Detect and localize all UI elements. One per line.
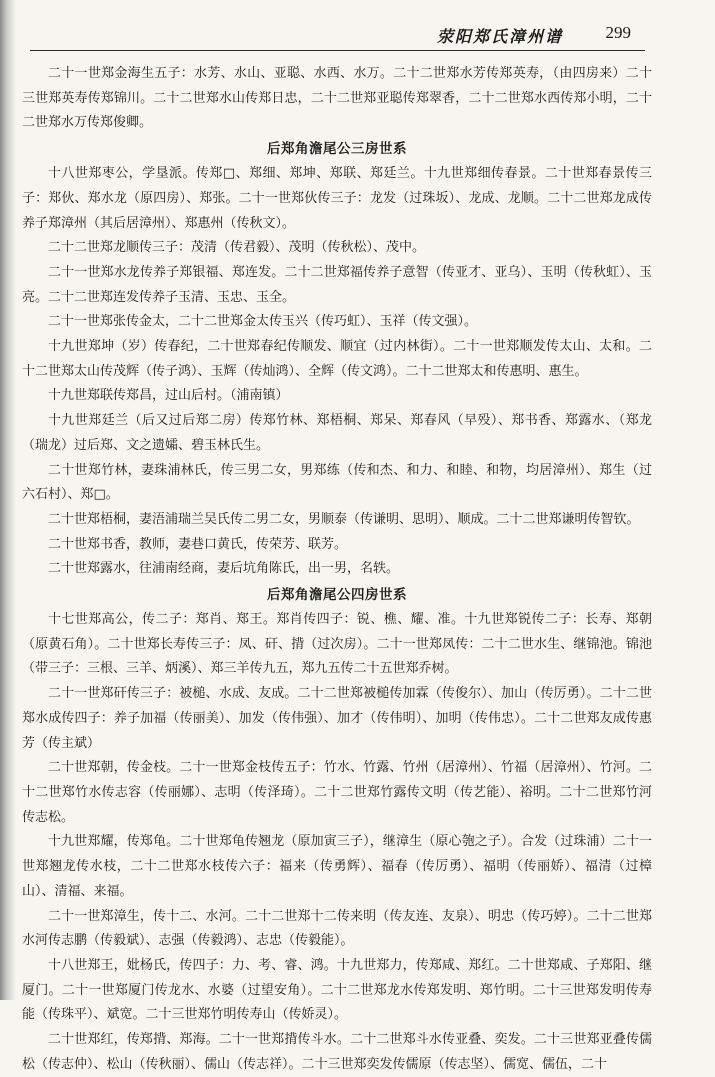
paragraph: 十九世郑坤（岁）传春纪，二十世郑春纪传顺发、顺宜（过内林街）。二十一世郑顺发传太山、太和。二十二世郑太山传茂辉（传子鸿）、玉辉（传灿鸿）、全辉（传文鸿）。二十二世郑太和传惠明、惠生。 [22,339,652,379]
paragraph: 十八世郑王，妣杨氏，传四子：力、考、睿、鸿。十九世郑力，传郑咸、郑红。二十世郑咸、子郑阳、继厦门。二十一世郑厦门传龙水、水婆（过望安角）。二十二世郑龙水传郑发明、郑竹明。二十三世郑发明传寿能（传珠平）、斌宽。二十三世郑竹明传寿山（传娇灵）。 [22,957,652,1023]
paragraph: 二十一世郑漳生，传十二、水河。二十二世郑十二传来明（传友连、友泉）、明忠（传巧婷）。二十二世郑水河传志鹏（传毅斌）、志强（传毅鸿）、志忠（传毅能）。 [22,908,652,949]
section-heading-fourth-branch: 后郑角澹尾公四房世系 [267,587,407,604]
paragraph: 二十世郑梧桐，妻浯浦瑞兰吴氏传二男二女，男顺泰（传谦明、思明）、顺成。二十二世郑谦明传智钦。 [48,511,640,527]
scan-edge-shadow [0,0,16,1000]
paragraph: 十九世郑联传郑昌，过山后村。（浦南镇） [48,388,289,404]
paragraph: 二十一世郑水龙传养子郑银福、郑连发。二十二世郑福传养子意智（传亚才、亚乌）、玉明（传秋虹）、玉亮。二十二世郑连发传养子玉清、玉忠、玉全。 [22,264,652,305]
paragraph: 二十世郑竹林，妻珠浦林氏，传三男二女，男郑练（传和杰、和力、和睦、和物，均居漳州）、郑生（过六石村）、郑□。 [22,462,652,503]
running-header [30,22,645,51]
paragraph: 十九世郑廷兰（后又过后郑二房）传郑竹林、郑梧桐、郑呆、郑春风（早殁）、郑书香、郑露水、（郑龙（瑞龙）过后郑、文之遗孀、碧玉林氏生。 [22,413,652,453]
page-body [22,62,652,1072]
paragraph: 十九世郑耀，传郑龟。二十世郑龟传翘龙（原加寅三子），继漳生（原心匏之子）。合发（过珠浦）二十一世郑翘龙传水枝，二十二世郑水枝传六子：福来（传勇辉）、福春（传厉勇）、福明（传丽娇）、福清（过樟山）、清福、来福。 [22,834,652,899]
book-title: 荥阳郑氏漳州谱 [436,27,563,46]
paragraph: 十七世郑高公，传二子：郑肖、郑王。郑肖传四子：锐、樵、耀、准。十九世郑锐传二子：长寿、郑朝（原黄石角）。二十世郑长寿传三子：凤、矸、揹（过次房）。二十一世郑凤传：二十二世水生、继锦池。锦池（带三子：三根、三羊、炳溪）、郑三羊传九五，郑九五传二十五世郑乔树。 [22,612,652,677]
paragraph: 二十世郑朝，传金枝。二十一世郑金枝传五子：竹水、竹露、竹州（居漳州）、竹福（居漳州）、竹河。二十二世郑竹水传志容（传丽娜）、志明（传泽琦）。二十二世郑竹露传文明（传艺能）、裕明。二十二世郑竹河传志松。 [22,760,652,825]
paragraph: 二十世郑露水，往浦南经商，妻后坑角陈氏，出一男，名轶。 [48,561,400,577]
paragraph: 二十一世郑金海生五子：水芳、水山、亚聪、水西、水万。二十二世郑水芳传郑英寿，（由四房来）二十三世郑英寿传郑锦川。二十二世郑水山传郑日忠，二十二世郑亚聪传郑翠香，二十二世郑水西传郑小明，二十二世郑水万传郑俊卿。 [22,66,652,131]
page-number: 299 [605,23,631,42]
section-heading-third-branch: 后郑角澹尾公三房世系 [267,141,407,158]
paragraph: 二十二世郑龙顺传三子：茂清（传君毅）、茂明（传秋松）、茂中。 [48,240,426,256]
paragraph: 二十世郑红，传郑揹、郑海。二十一世郑揹传斗水。二十二世郑斗水传亚叠、奕发。二十三世郑亚叠传儒松（传志仲）、松山（传秋丽）、儒山（传志祥）。二十三世郑奕发传儒原（传志坚）、儒宽、儒伍，二十 [22,1032,652,1072]
paragraph: 二十一世郑矸传三子：被槌、水成、友成。二十二世郑被槌传加霖（传俊尔）、加山（传厉勇）。二十二世郑水成传四子：养子加福（传丽美）、加发（传伟强）、加才（传伟明）、加明（传伟忠）。二十二世郑友成传惠芳（传主斌） [22,686,652,751]
paragraph: 二十一世郑张传金太，二十二世郑金太传玉兴（传巧虹）、玉祥（传文强）。 [48,314,478,330]
paragraph: 十八世郑枣公，学垦派。传郑□、郑细、郑坤、郑联、郑廷兰。十九世郑细传春景。二十世郑春景传三子：郑伙、郑水龙（原四房）、郑张。二十一世郑伙传三子：龙发（过珠坂）、龙成、龙顺。二十二世郑龙成传养子郑漳州（其后居漳州）、郑惠州（传秋文）。 [22,166,652,231]
paragraph: 二十世郑书香，教师，妻巷口黄氏，传荣芳、联芳。 [48,536,348,552]
